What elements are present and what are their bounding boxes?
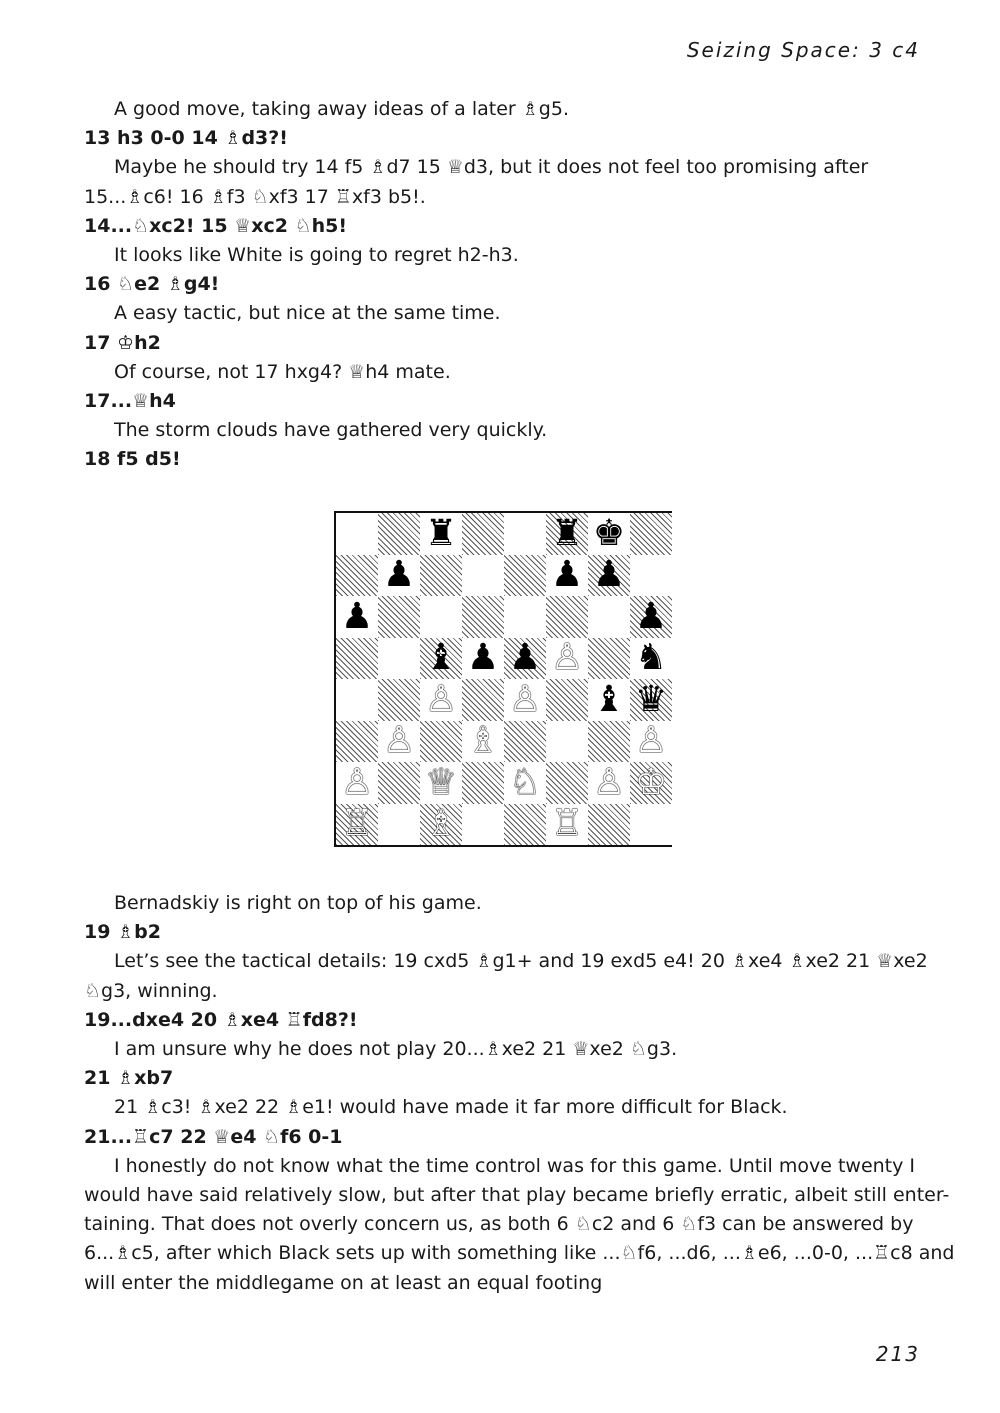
board-square — [588, 804, 630, 846]
commentary-line: I am unsure why he does not play 20...♗xe2 21 ♕xe2 ♘g3. — [114, 1038, 678, 1061]
chess-piece: ♟ — [592, 554, 626, 596]
board-square — [630, 721, 672, 763]
move-line: 17 ♔h2 — [84, 331, 161, 354]
commentary-line: 6...♗c5, after which Black sets up with something like ...♘f6, ...d6, ...♗e6, ...0-0, ...♖c8 and — [84, 1242, 955, 1265]
commentary-line: The storm clouds have gathered very quickly. — [114, 419, 548, 442]
board-square — [462, 721, 504, 763]
chess-piece: ♗ — [466, 720, 500, 762]
move-line: 17...♕h4 — [84, 390, 176, 413]
board-square — [630, 804, 672, 846]
chess-piece: ♛ — [634, 678, 668, 720]
board-square — [462, 762, 504, 804]
board-square — [336, 555, 378, 597]
commentary-line: A easy tactic, but nice at the same time. — [114, 302, 501, 325]
board-square — [378, 555, 420, 597]
chess-piece: ♞ — [634, 637, 668, 679]
chess-piece: ♝ — [424, 637, 458, 679]
commentary-line: I honestly do not know what the time control was for this game. Until move twenty I — [114, 1154, 916, 1177]
chess-board — [336, 513, 670, 845]
move-line: 21...♖c7 22 ♕e4 ♘f6 0-1 — [84, 1125, 343, 1148]
chess-piece: ♙ — [634, 720, 668, 762]
chess-piece: ♜ — [424, 512, 458, 554]
board-square — [462, 513, 504, 555]
chess-piece: ♚ — [592, 512, 626, 554]
board-square — [420, 555, 462, 597]
running-header: Seizing Space: 3 c4 — [686, 38, 920, 62]
commentary-line: ♘g3, winning. — [84, 979, 218, 1002]
board-square — [504, 596, 546, 638]
board-square — [588, 555, 630, 597]
board-square — [378, 638, 420, 680]
board-square — [588, 638, 630, 680]
chess-diagram — [334, 511, 672, 847]
board-square — [504, 513, 546, 555]
move-line: 16 ♘e2 ♗g4! — [84, 273, 220, 296]
chess-piece: ♔ — [634, 761, 668, 803]
board-square — [462, 679, 504, 721]
chess-piece: ♟ — [382, 554, 416, 596]
commentary-line: 21 ♗c3! ♗xe2 22 ♗e1! would have made it far more difficult for Black. — [114, 1096, 788, 1119]
board-square — [630, 596, 672, 638]
chess-piece: ♟ — [340, 595, 374, 637]
board-square — [588, 721, 630, 763]
board-square — [420, 721, 462, 763]
text-block-top — [84, 95, 920, 475]
board-square — [336, 762, 378, 804]
board-square — [546, 679, 588, 721]
board-square — [462, 596, 504, 638]
chess-piece: ♟ — [634, 595, 668, 637]
chess-piece: ♘ — [508, 761, 542, 803]
board-square — [336, 513, 378, 555]
board-square — [546, 804, 588, 846]
commentary-line: Maybe he should try 14 f5 ♗d7 15 ♕d3, but it does not feel too promising after — [114, 156, 869, 179]
text-block-bottom — [84, 889, 955, 1298]
commentary-line: Let’s see the tactical details: 19 cxd5 ♗g1+ and 19 exd5 e4! 20 ♗xe4 ♗xe2 21 ♕xe2 — [114, 950, 928, 973]
board-square — [630, 555, 672, 597]
chess-piece: ♗ — [424, 803, 458, 845]
board-square — [546, 638, 588, 680]
board-square — [546, 762, 588, 804]
commentary-line: It looks like White is going to regret h2-h3. — [114, 244, 519, 267]
board-square — [420, 513, 462, 555]
board-square — [420, 596, 462, 638]
commentary-line: 15...♗c6! 16 ♗f3 ♘xf3 17 ♖xf3 b5!. — [84, 185, 426, 208]
board-square — [336, 596, 378, 638]
commentary-line: Of course, not 17 hxg4? ♕h4 mate. — [114, 360, 451, 383]
board-square — [420, 804, 462, 846]
commentary-line: A good move, taking away ideas of a later ♗g5. — [114, 98, 569, 120]
board-square — [378, 596, 420, 638]
board-square — [378, 679, 420, 721]
chess-piece: ♕ — [424, 761, 458, 803]
chess-piece: ♝ — [592, 678, 626, 720]
board-square — [630, 762, 672, 804]
board-square — [336, 721, 378, 763]
move-line: 21 ♗xb7 — [84, 1067, 174, 1090]
board-square — [504, 638, 546, 680]
board-square — [630, 638, 672, 680]
commentary-line: would have said relatively slow, but after that play became briefly erratic, albeit still enter- — [84, 1184, 950, 1207]
board-square — [462, 638, 504, 680]
move-line: 14...♘xc2! 15 ♕xc2 ♘h5! — [84, 214, 348, 237]
chess-piece: ♖ — [340, 803, 374, 845]
board-square — [588, 596, 630, 638]
board-square — [336, 638, 378, 680]
board-square — [504, 804, 546, 846]
board-square — [378, 513, 420, 555]
board-square — [588, 513, 630, 555]
board-square — [546, 596, 588, 638]
board-square — [378, 762, 420, 804]
chess-piece: ♟ — [466, 637, 500, 679]
chess-piece: ♙ — [592, 761, 626, 803]
chess-piece: ♙ — [508, 678, 542, 720]
chess-piece: ♙ — [382, 720, 416, 762]
board-square — [462, 804, 504, 846]
move-line: 19 ♗b2 — [84, 921, 161, 944]
chess-piece: ♟ — [508, 637, 542, 679]
board-square — [504, 555, 546, 597]
board-square — [588, 762, 630, 804]
commentary-line: will enter the middlegame on at least an equal footing — [84, 1271, 603, 1294]
chess-piece: ♙ — [424, 678, 458, 720]
board-square — [378, 804, 420, 846]
board-square — [546, 721, 588, 763]
board-square — [546, 513, 588, 555]
move-line: 13 h3 0-0 14 ♗d3?! — [84, 127, 288, 150]
chess-piece: ♖ — [550, 803, 584, 845]
board-square — [630, 679, 672, 721]
chess-piece: ♙ — [550, 637, 584, 679]
commentary-line: Bernadskiy is right on top of his game. — [114, 892, 482, 914]
board-square — [504, 679, 546, 721]
page-number: 213 — [875, 1342, 920, 1366]
chess-piece: ♟ — [550, 554, 584, 596]
board-square — [504, 721, 546, 763]
move-line: 18 f5 d5! — [84, 448, 181, 471]
board-square — [588, 679, 630, 721]
board-square — [420, 762, 462, 804]
board-square — [420, 679, 462, 721]
board-square — [420, 638, 462, 680]
board-square — [336, 679, 378, 721]
board-square — [504, 762, 546, 804]
chess-piece: ♜ — [550, 512, 584, 554]
board-square — [546, 555, 588, 597]
board-square — [336, 804, 378, 846]
commentary-line: taining. That does not overly concern us, as both 6 ♘c2 and 6 ♘f3 can be answered by — [84, 1213, 914, 1236]
move-line: 19...dxe4 20 ♗xe4 ♖fd8?! — [84, 1008, 358, 1031]
board-square — [378, 721, 420, 763]
chess-piece: ♙ — [340, 761, 374, 803]
board-square — [630, 513, 672, 555]
board-square — [462, 555, 504, 597]
